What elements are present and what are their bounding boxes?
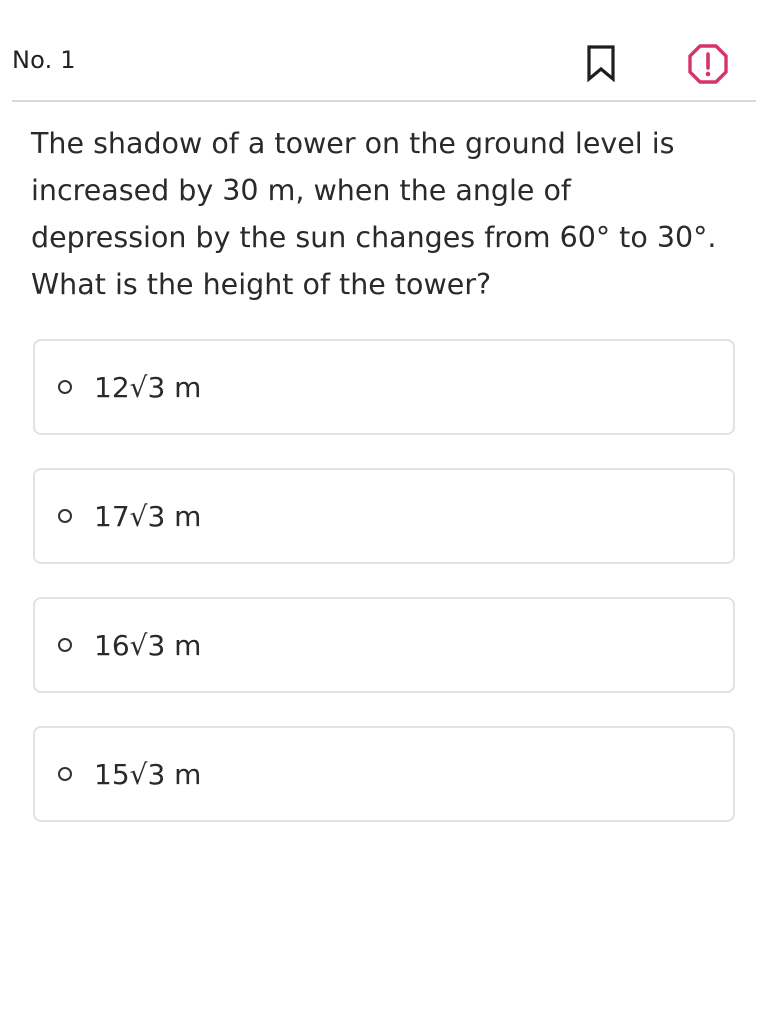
radio-icon[interactable]: [58, 509, 72, 523]
bookmark-icon: [586, 44, 616, 82]
option-label: 16√3 m: [94, 628, 202, 662]
radio-icon[interactable]: [58, 767, 72, 781]
bookmark-button[interactable]: [582, 42, 620, 84]
option-label: 15√3 m: [94, 757, 202, 791]
option-2[interactable]: [33, 468, 735, 564]
question-number: No. 1: [12, 46, 76, 74]
radio-icon[interactable]: [58, 380, 72, 394]
radio-icon[interactable]: [58, 638, 72, 652]
option-4[interactable]: [33, 726, 735, 822]
report-icon: [687, 43, 729, 85]
header-divider: [12, 100, 756, 102]
answer-options: [33, 339, 735, 855]
option-label: 12√3 m: [94, 370, 202, 404]
option-3[interactable]: [33, 597, 735, 693]
report-button[interactable]: [686, 42, 730, 86]
option-1[interactable]: [33, 339, 735, 435]
option-label: 17√3 m: [94, 499, 202, 533]
question-text: The shadow of a tower on the ground level is increased by 30 m, when the angle of depression by the sun changes from 60° to 30°. What is the height of the tower?: [31, 127, 717, 301]
question-header: [0, 0, 768, 102]
